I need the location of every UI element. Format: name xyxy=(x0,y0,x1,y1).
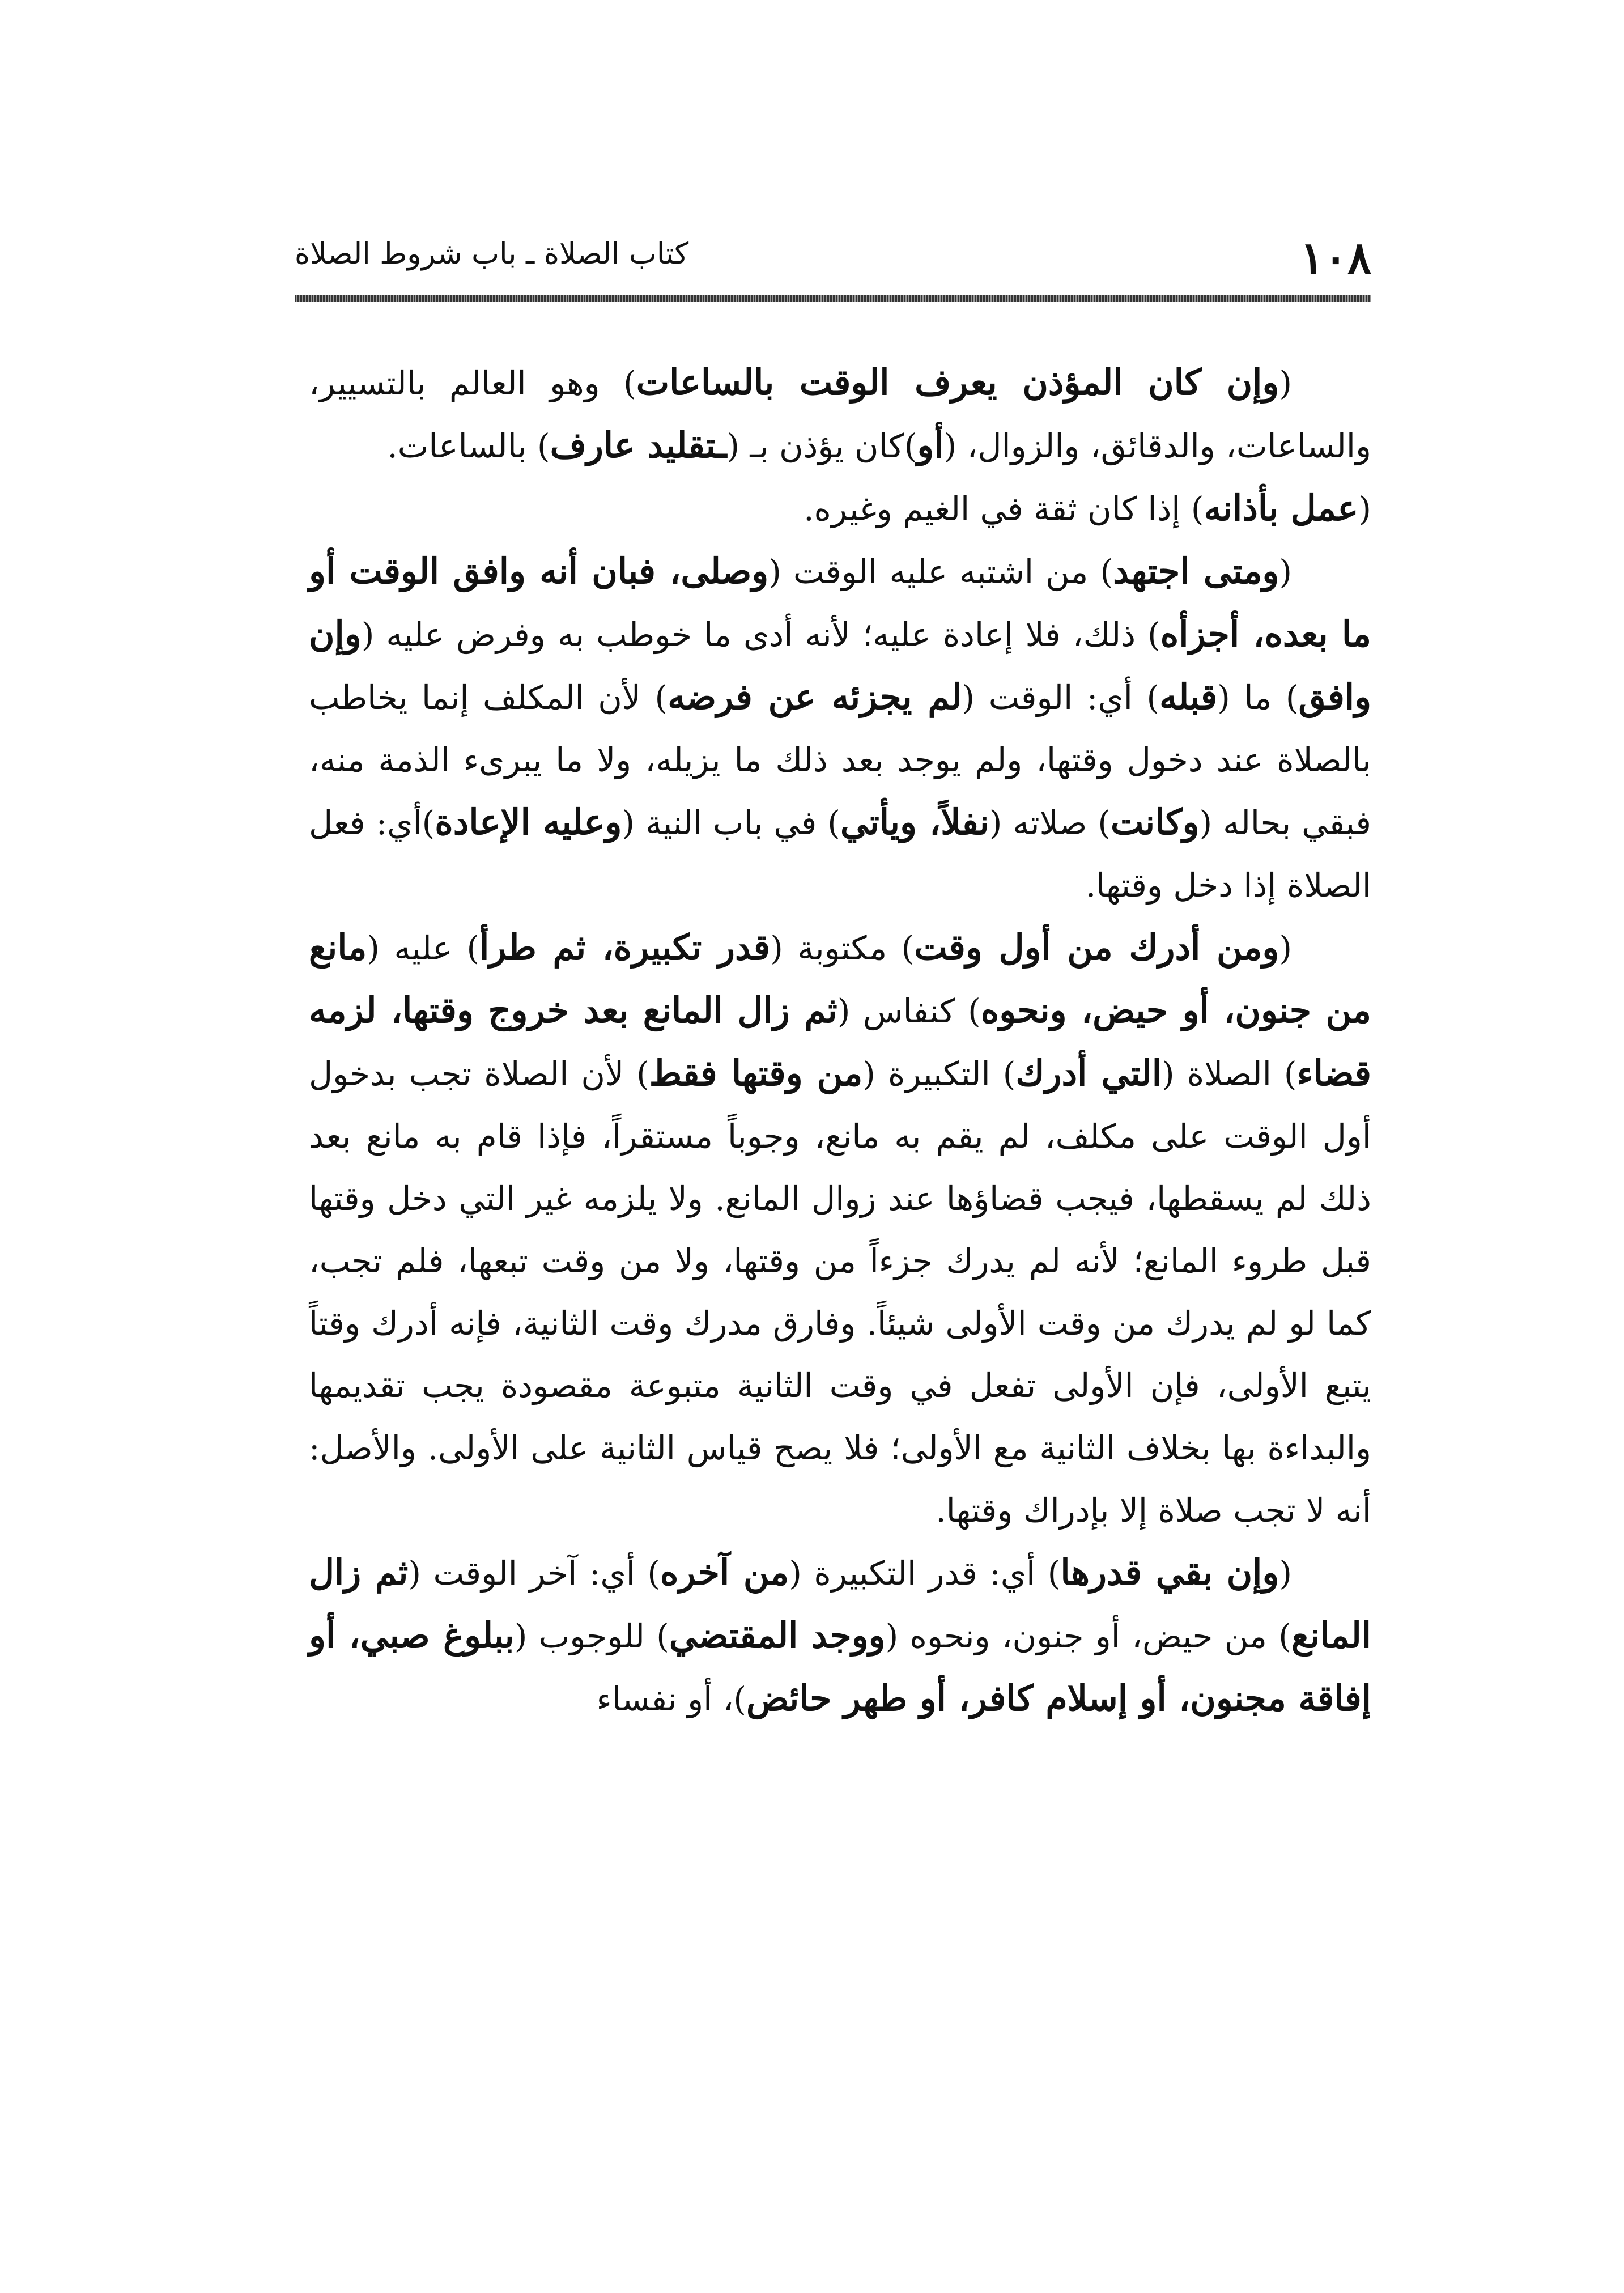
matn-text: وكانت xyxy=(1111,801,1200,843)
paragraph xyxy=(309,351,1371,477)
matn-text: أو xyxy=(917,424,944,466)
sharh-text: )أي: فعل الصلاة إذا دخل وقتها. xyxy=(309,804,1371,905)
page-number: ١٠٨ xyxy=(1300,232,1371,284)
sharh-text: ) وهو العالم بالتسيير، والساعات، والدقائق، والزوال، ( xyxy=(309,364,1371,465)
sharh-text: )، أو نفساء xyxy=(596,1680,747,1718)
sharh-text: ) في باب النية ( xyxy=(622,804,840,842)
sharh-text: ( xyxy=(1279,1554,1292,1593)
matn-text: لم يجزئه عن فرضه xyxy=(668,676,962,717)
sharh-text: ) ذلك، فلا إعادة عليه؛ لأنه أدى ما خوطب به وفرض عليه ( xyxy=(361,615,1160,654)
matn-text: ببلوغ صبي، أو إفاقة مجنون، أو إسلام كافر، أو طهر حائض xyxy=(309,1615,1371,1719)
sharh-text: ) التكبيرة ( xyxy=(862,1055,1016,1093)
paragraph xyxy=(309,916,1371,1542)
body-text xyxy=(309,351,1371,1730)
sharh-text: ) أي: آخر الوقت ( xyxy=(408,1554,660,1593)
sharh-text: ) لأن المكلف إنما يخاطب بالصلاة عند دخول وقتها، ولم يوجد بعد ذلك ما يزيله، ولا ما يبرىء الذمة منه، فبقي بحاله ( xyxy=(309,678,1372,842)
running-title: كتاب الصلاة ـ باب شروط الصلاة xyxy=(295,237,689,271)
sharh-text: ) صلاته ( xyxy=(989,804,1111,842)
sharh-text: ) أي: قدر التكبيرة ( xyxy=(789,1554,1061,1593)
sharh-text: ) عليه ( xyxy=(367,929,480,967)
sharh-text: ) الصلاة ( xyxy=(1162,1055,1297,1093)
paragraph xyxy=(309,477,1371,540)
sharh-text: ) مكتوبة ( xyxy=(770,929,915,967)
sharh-text: )كان يؤذن بـ ( xyxy=(726,427,917,465)
matn-text: عمل بأذانه xyxy=(1204,487,1359,529)
matn-text: وإن بقي قدرها xyxy=(1060,1552,1279,1593)
matn-text: قدر تكبيرة، ثم طرأ xyxy=(479,927,771,968)
page-header xyxy=(295,227,1371,295)
matn-text: من وقتها فقط xyxy=(649,1052,863,1094)
matn-text: ـتقليد عارف xyxy=(550,424,727,466)
matn-text: ومتى اجتهد xyxy=(1113,550,1279,592)
sharh-text: ( xyxy=(1279,929,1293,967)
matn-text: وعليه الإعادة xyxy=(435,801,622,843)
header-rule xyxy=(295,295,1371,302)
matn-text: التي أدرك xyxy=(1015,1052,1162,1094)
matn-text: نفلاً، ويأتي xyxy=(840,801,989,843)
matn-text: وصلى، فبان أنه وافق الوقت أو ما بعده، أجزأه xyxy=(309,550,1371,655)
sharh-text: ) إذا كان ثقة في الغيم وغيره. xyxy=(804,490,1204,528)
sharh-text: ( xyxy=(1279,364,1292,402)
sharh-text: ( xyxy=(1279,553,1292,591)
paragraph xyxy=(309,540,1371,916)
matn-text: وإن وافق xyxy=(309,613,1372,717)
matn-text: ومن أدرك من أول وقت xyxy=(914,927,1279,968)
matn-text: مانع من جنون، أو حيض، ونحوه xyxy=(309,927,1371,1031)
sharh-text: ) لأن الصلاة تجب بدخول أول الوقت على مكلف، لم يقم به مانع، وجوباً مستقراً، فإذا قام به مانع بعد ذلك لم يسقطها، فيجب قضاؤها عند زوال المانع. ولا يلزمه غير التي دخل وقتها قبل طروء المانع؛ لأنه لم يدرك جزءاً من وقتها، ولا من وقت تبعها، فلم تجب، كما لو لم يدرك من وقت الأولى شيئاً. وفارق مدرك وقت الثانية، فإنه أدرك وقتاً يتبع الأولى، فإن الأولى تفعل في وقت الثانية متبوعة مقصودة يجب تقديمها والبداءة بها بخلاف الثانية مع الأولى؛ فلا يصح قياس الثانية على الأولى. والأصل: أنه لا تجب صلاة إلا بإدراك وقتها. xyxy=(309,1055,1371,1530)
sharh-text: ) ما ( xyxy=(1217,678,1299,717)
paragraph xyxy=(309,1542,1371,1730)
sharh-text: ) من حيض، أو جنون، ونحوه ( xyxy=(885,1617,1291,1655)
sharh-text: ) بالساعات. xyxy=(387,427,550,465)
matn-text: ثم زال المانع بعد خروج وقتها، لزمه قضاء xyxy=(309,990,1372,1094)
matn-text: من آخره xyxy=(660,1552,789,1593)
sharh-text: ) للوجوب ( xyxy=(514,1617,669,1655)
matn-text: ووجد المقتضي xyxy=(669,1615,886,1656)
matn-text: قبله xyxy=(1159,676,1218,717)
sharh-text: ) أي: الوقت ( xyxy=(962,678,1160,717)
sharh-text: ) كنفاس ( xyxy=(837,992,981,1030)
sharh-text: ( xyxy=(1358,490,1371,528)
matn-text: ثم زال المانع xyxy=(309,1552,1372,1656)
sharh-text: ) من اشتبه عليه الوقت ( xyxy=(768,553,1113,591)
matn-text: وإن كان المؤذن يعرف الوقت بالساعات xyxy=(636,362,1279,403)
